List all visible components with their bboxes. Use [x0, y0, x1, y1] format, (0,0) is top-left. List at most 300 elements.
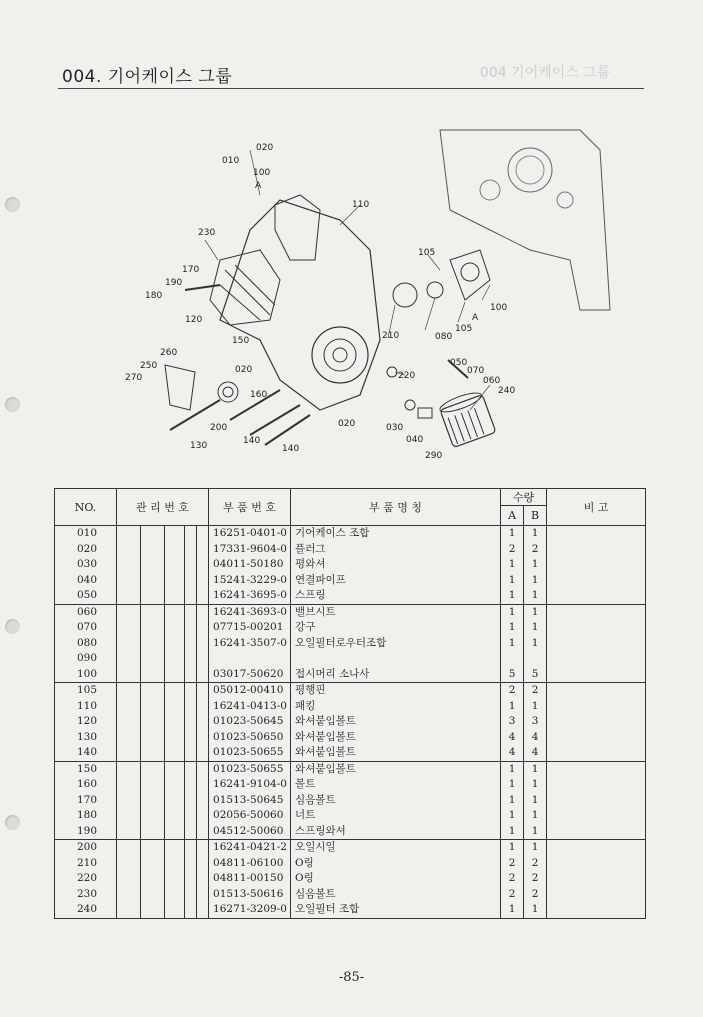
cell-part-no: 01513-50645 [209, 793, 291, 809]
cell-mgmt-2 [141, 793, 165, 809]
callout-020c: 020 [338, 419, 356, 429]
cell-mgmt-5 [197, 699, 209, 715]
cell-mgmt-5 [197, 871, 209, 887]
cell-mgmt-3 [165, 604, 185, 620]
cell-mgmt-3 [165, 683, 185, 699]
callout-010: 010 [222, 156, 240, 166]
cell-mgmt-3 [165, 777, 185, 793]
bleed-through-title: 004 기어케이스 그룹 [480, 65, 611, 81]
cell-mgmt-3 [165, 808, 185, 824]
cell-qty-b: 3 [524, 714, 547, 730]
cell-qty-a: 2 [501, 871, 524, 887]
callout-060: 060 [483, 376, 501, 386]
col-header-part-no: 부 품 번 호 [209, 489, 291, 526]
cell-part-name: 패킹 [291, 699, 501, 715]
cell-qty-a: 1 [501, 636, 524, 652]
table-row [55, 667, 646, 683]
callout-210: 210 [382, 331, 400, 341]
cell-mgmt-5 [197, 714, 209, 730]
cell-no: 080 [55, 636, 117, 652]
cell-qty-a: 1 [501, 808, 524, 824]
cell-no: 070 [55, 620, 117, 636]
callout-290: 290 [425, 451, 443, 461]
cell-mgmt-5 [197, 745, 209, 761]
cell-mgmt-3 [165, 636, 185, 652]
cell-part-name: 오일필터로우터조합 [291, 636, 501, 652]
binder-hole [5, 397, 20, 412]
cell-mgmt-3 [165, 588, 185, 604]
cell-remark [547, 730, 646, 746]
cell-remark [547, 588, 646, 604]
cell-part-no: 16241-3695-0 [209, 588, 291, 604]
cell-remark [547, 840, 646, 856]
cell-part-no: 16271-3209-0 [209, 902, 291, 918]
callout-a-b: A [472, 313, 479, 323]
cell-mgmt-1 [117, 573, 141, 589]
cell-part-no: 01023-50645 [209, 714, 291, 730]
cell-part-name: 스프링 [291, 588, 501, 604]
col-header-part-name: 부 품 명 칭 [291, 489, 501, 526]
cell-mgmt-3 [165, 902, 185, 918]
cell-part-name: 와셔붙임볼트 [291, 761, 501, 777]
cell-part-no: 16241-9104-0 [209, 777, 291, 793]
cell-mgmt-5 [197, 651, 209, 667]
cell-part-name: 와셔붙임볼트 [291, 730, 501, 746]
cell-mgmt-2 [141, 573, 165, 589]
cell-qty-b: 1 [524, 588, 547, 604]
cell-mgmt-4 [185, 730, 197, 746]
cell-mgmt-2 [141, 856, 165, 872]
table-row [55, 542, 646, 558]
callout-020: 020 [256, 143, 274, 153]
cell-mgmt-3 [165, 714, 185, 730]
cell-part-no: 16241-0421-2 [209, 840, 291, 856]
cell-no: 220 [55, 871, 117, 887]
cell-part-name: 심음볼트 [291, 887, 501, 903]
callout-110: 110 [352, 200, 370, 210]
cell-mgmt-3 [165, 824, 185, 840]
cell-no: 240 [55, 902, 117, 918]
callout-070: 070 [467, 366, 485, 376]
cell-qty-a: 3 [501, 714, 524, 730]
cell-mgmt-5 [197, 840, 209, 856]
callout-150: 150 [232, 336, 250, 346]
cell-part-no: 04512-50060 [209, 824, 291, 840]
cell-mgmt-4 [185, 683, 197, 699]
cell-qty-a: 1 [501, 793, 524, 809]
cell-mgmt-5 [197, 777, 209, 793]
cell-mgmt-3 [165, 871, 185, 887]
cell-remark [547, 542, 646, 558]
cell-mgmt-1 [117, 902, 141, 918]
cell-mgmt-2 [141, 542, 165, 558]
cell-part-no: 16251-0401-0 [209, 526, 291, 542]
cell-mgmt-1 [117, 557, 141, 573]
cell-part-name: 밸브시트 [291, 604, 501, 620]
table-row [55, 588, 646, 604]
cell-mgmt-2 [141, 526, 165, 542]
cell-qty-b: 1 [524, 620, 547, 636]
col-header-qty: 수량 [501, 489, 547, 506]
cell-part-name [291, 651, 501, 667]
cell-mgmt-3 [165, 730, 185, 746]
table-row [55, 840, 646, 856]
cell-mgmt-3 [165, 745, 185, 761]
cell-remark [547, 871, 646, 887]
callout-270: 270 [125, 373, 143, 383]
cell-mgmt-2 [141, 871, 165, 887]
cell-mgmt-5 [197, 542, 209, 558]
cell-part-name: 평와셔 [291, 557, 501, 573]
table-row [55, 808, 646, 824]
cell-remark [547, 761, 646, 777]
table-row [55, 856, 646, 872]
cell-mgmt-3 [165, 573, 185, 589]
cell-qty-b: 1 [524, 902, 547, 918]
cell-part-name: 플러그 [291, 542, 501, 558]
callout-a: A [255, 181, 262, 191]
callout-100b: 100 [490, 303, 508, 313]
table-row [55, 902, 646, 918]
cell-no: 210 [55, 856, 117, 872]
cell-mgmt-1 [117, 808, 141, 824]
callout-130: 130 [190, 441, 208, 451]
cell-mgmt-3 [165, 620, 185, 636]
cell-remark [547, 777, 646, 793]
cell-qty-b: 1 [524, 526, 547, 542]
cell-mgmt-4 [185, 667, 197, 683]
callout-105: 105 [418, 248, 436, 258]
cell-remark [547, 651, 646, 667]
cell-mgmt-1 [117, 683, 141, 699]
cell-mgmt-2 [141, 557, 165, 573]
cell-mgmt-1 [117, 667, 141, 683]
callout-050: 050 [450, 358, 468, 368]
cell-no: 020 [55, 542, 117, 558]
cell-qty-b: 2 [524, 871, 547, 887]
cell-part-name: 너트 [291, 808, 501, 824]
cell-no: 120 [55, 714, 117, 730]
cell-mgmt-4 [185, 588, 197, 604]
binder-hole [5, 197, 20, 212]
cell-no: 160 [55, 777, 117, 793]
cell-qty-a: 1 [501, 840, 524, 856]
cell-remark [547, 604, 646, 620]
cell-part-no: 16241-3693-0 [209, 604, 291, 620]
cell-mgmt-5 [197, 824, 209, 840]
cell-mgmt-2 [141, 745, 165, 761]
cell-no: 150 [55, 761, 117, 777]
cell-mgmt-5 [197, 604, 209, 620]
cell-mgmt-2 [141, 714, 165, 730]
cell-mgmt-2 [141, 808, 165, 824]
cell-mgmt-3 [165, 542, 185, 558]
cell-qty-b [524, 651, 547, 667]
cell-part-no: 15241-3229-0 [209, 573, 291, 589]
binder-hole [5, 815, 20, 830]
callout-040: 040 [406, 435, 424, 445]
cell-part-no [209, 651, 291, 667]
cell-mgmt-3 [165, 887, 185, 903]
cell-qty-a [501, 651, 524, 667]
cell-mgmt-2 [141, 620, 165, 636]
cell-no: 105 [55, 683, 117, 699]
cell-mgmt-5 [197, 557, 209, 573]
cell-part-name: 심음볼트 [291, 793, 501, 809]
table-row [55, 730, 646, 746]
cell-no: 110 [55, 699, 117, 715]
cell-remark [547, 745, 646, 761]
callout-250: 250 [140, 361, 158, 371]
cell-mgmt-5 [197, 856, 209, 872]
table-row [55, 777, 646, 793]
cell-part-no: 04011-50180 [209, 557, 291, 573]
cell-mgmt-2 [141, 824, 165, 840]
cell-part-name: 강구 [291, 620, 501, 636]
cell-no: 180 [55, 808, 117, 824]
cell-remark [547, 808, 646, 824]
cell-qty-b: 1 [524, 604, 547, 620]
cell-mgmt-4 [185, 526, 197, 542]
cell-qty-b: 1 [524, 573, 547, 589]
callout-220: 220 [398, 371, 416, 381]
cell-no: 030 [55, 557, 117, 573]
cell-part-name: O링 [291, 871, 501, 887]
cell-mgmt-1 [117, 651, 141, 667]
cell-no: 040 [55, 573, 117, 589]
cell-no: 200 [55, 840, 117, 856]
table-row [55, 573, 646, 589]
cell-mgmt-1 [117, 871, 141, 887]
cell-remark [547, 699, 646, 715]
cell-qty-a: 2 [501, 887, 524, 903]
cell-mgmt-2 [141, 699, 165, 715]
cell-remark [547, 557, 646, 573]
cell-qty-a: 1 [501, 588, 524, 604]
cell-mgmt-1 [117, 604, 141, 620]
page-number: -85- [338, 970, 365, 985]
cell-mgmt-4 [185, 856, 197, 872]
table-row [55, 871, 646, 887]
cell-qty-a: 1 [501, 557, 524, 573]
cell-mgmt-2 [141, 730, 165, 746]
cell-remark [547, 620, 646, 636]
cell-qty-b: 1 [524, 793, 547, 809]
cell-mgmt-5 [197, 526, 209, 542]
cell-mgmt-4 [185, 840, 197, 856]
cell-no: 100 [55, 667, 117, 683]
cell-mgmt-5 [197, 636, 209, 652]
cell-mgmt-4 [185, 542, 197, 558]
cell-remark [547, 902, 646, 918]
callout-140: 140 [243, 436, 261, 446]
cell-qty-b: 1 [524, 761, 547, 777]
cell-part-name: O링 [291, 856, 501, 872]
header-rule [58, 88, 644, 89]
cell-mgmt-5 [197, 683, 209, 699]
cell-mgmt-5 [197, 793, 209, 809]
cell-part-name: 와셔붙임볼트 [291, 745, 501, 761]
cell-part-no: 01023-50655 [209, 745, 291, 761]
cell-remark [547, 667, 646, 683]
cell-part-name: 와셔붙임볼트 [291, 714, 501, 730]
cell-mgmt-5 [197, 761, 209, 777]
callout-200: 200 [210, 423, 228, 433]
cell-no: 060 [55, 604, 117, 620]
table-row [55, 526, 646, 542]
cell-no: 170 [55, 793, 117, 809]
table-row [55, 620, 646, 636]
cell-part-no: 01023-50650 [209, 730, 291, 746]
cell-qty-b: 2 [524, 542, 547, 558]
cell-mgmt-4 [185, 604, 197, 620]
cell-mgmt-2 [141, 588, 165, 604]
col-header-qty-b: B [524, 506, 547, 526]
cell-no: 190 [55, 824, 117, 840]
cell-mgmt-2 [141, 651, 165, 667]
cell-part-no: 05012-00410 [209, 683, 291, 699]
cell-remark [547, 856, 646, 872]
cell-part-name: 접시머리 소나사 [291, 667, 501, 683]
table-row [55, 636, 646, 652]
table-row [55, 745, 646, 761]
cell-mgmt-2 [141, 761, 165, 777]
callout-120: 120 [185, 315, 203, 325]
cell-part-name: 기어케이스 조합 [291, 526, 501, 542]
col-header-remark: 비 고 [547, 489, 646, 526]
cell-mgmt-1 [117, 824, 141, 840]
cell-mgmt-1 [117, 761, 141, 777]
cell-part-no: 16241-3507-0 [209, 636, 291, 652]
cell-remark [547, 793, 646, 809]
cell-mgmt-1 [117, 840, 141, 856]
cell-mgmt-2 [141, 667, 165, 683]
callout-180: 180 [145, 291, 163, 301]
cell-mgmt-5 [197, 887, 209, 903]
callout-020b: 020 [235, 365, 253, 375]
cell-qty-a: 2 [501, 683, 524, 699]
cell-mgmt-4 [185, 824, 197, 840]
cell-mgmt-4 [185, 793, 197, 809]
table-row [55, 557, 646, 573]
callout-140b: 140 [282, 444, 300, 454]
cell-mgmt-4 [185, 777, 197, 793]
cell-mgmt-4 [185, 714, 197, 730]
cell-qty-a: 1 [501, 902, 524, 918]
cell-mgmt-4 [185, 902, 197, 918]
page-title: 004. 기어케이스 그룹 [62, 67, 233, 87]
cell-mgmt-1 [117, 699, 141, 715]
col-header-qty-a: A [501, 506, 524, 526]
cell-mgmt-2 [141, 902, 165, 918]
cell-mgmt-2 [141, 683, 165, 699]
cell-no: 010 [55, 526, 117, 542]
cell-qty-b: 4 [524, 745, 547, 761]
callout-230: 230 [198, 228, 216, 238]
cell-qty-b: 1 [524, 699, 547, 715]
cell-remark [547, 714, 646, 730]
table-row [55, 714, 646, 730]
cell-remark [547, 683, 646, 699]
cell-mgmt-1 [117, 636, 141, 652]
cell-part-name: 볼트 [291, 777, 501, 793]
cell-qty-a: 1 [501, 699, 524, 715]
cell-part-no: 07715-00201 [209, 620, 291, 636]
callout-080: 080 [435, 332, 453, 342]
cell-qty-b: 1 [524, 636, 547, 652]
cell-part-name: 평행핀 [291, 683, 501, 699]
cell-mgmt-4 [185, 871, 197, 887]
cell-qty-a: 2 [501, 542, 524, 558]
cell-mgmt-1 [117, 777, 141, 793]
cell-mgmt-3 [165, 526, 185, 542]
cell-mgmt-3 [165, 667, 185, 683]
cell-mgmt-5 [197, 902, 209, 918]
cell-qty-a: 4 [501, 745, 524, 761]
cell-qty-a: 4 [501, 730, 524, 746]
cell-part-no: 04811-00150 [209, 871, 291, 887]
callout-170: 170 [182, 265, 200, 275]
cell-part-name: 연결파이프 [291, 573, 501, 589]
cell-qty-a: 1 [501, 761, 524, 777]
table-row [55, 699, 646, 715]
cell-mgmt-1 [117, 745, 141, 761]
cell-qty-b: 1 [524, 808, 547, 824]
callout-105b: 105 [455, 324, 473, 334]
cell-remark [547, 573, 646, 589]
callout-160: 160 [250, 390, 268, 400]
cell-qty-b: 4 [524, 730, 547, 746]
exploded-parts-diagram [110, 110, 650, 470]
cell-qty-b: 2 [524, 683, 547, 699]
cell-remark [547, 887, 646, 903]
cell-mgmt-5 [197, 620, 209, 636]
col-header-mgmt-no: 관 리 번 호 [117, 489, 209, 526]
callout-190: 190 [165, 278, 183, 288]
callout-260: 260 [160, 348, 178, 358]
cell-remark [547, 824, 646, 840]
cell-qty-a: 2 [501, 856, 524, 872]
cell-mgmt-4 [185, 699, 197, 715]
cell-no: 050 [55, 588, 117, 604]
cell-remark [547, 526, 646, 542]
cell-mgmt-1 [117, 526, 141, 542]
cell-qty-a: 5 [501, 667, 524, 683]
cell-mgmt-4 [185, 887, 197, 903]
table-row [55, 887, 646, 903]
cell-qty-b: 1 [524, 557, 547, 573]
cell-mgmt-1 [117, 793, 141, 809]
cell-qty-b: 1 [524, 824, 547, 840]
cell-mgmt-4 [185, 651, 197, 667]
cell-mgmt-2 [141, 777, 165, 793]
cell-remark [547, 636, 646, 652]
table-row [55, 604, 646, 620]
cell-mgmt-3 [165, 761, 185, 777]
cell-mgmt-1 [117, 730, 141, 746]
cell-mgmt-5 [197, 573, 209, 589]
cell-part-name: 오일시일 [291, 840, 501, 856]
cell-mgmt-2 [141, 840, 165, 856]
cell-mgmt-3 [165, 651, 185, 667]
cell-part-no: 03017-50620 [209, 667, 291, 683]
parts-table [54, 488, 646, 919]
cell-part-no: 02056-50060 [209, 808, 291, 824]
cell-mgmt-2 [141, 636, 165, 652]
callout-030: 030 [386, 423, 404, 433]
table-row [55, 793, 646, 809]
table-row [55, 824, 646, 840]
